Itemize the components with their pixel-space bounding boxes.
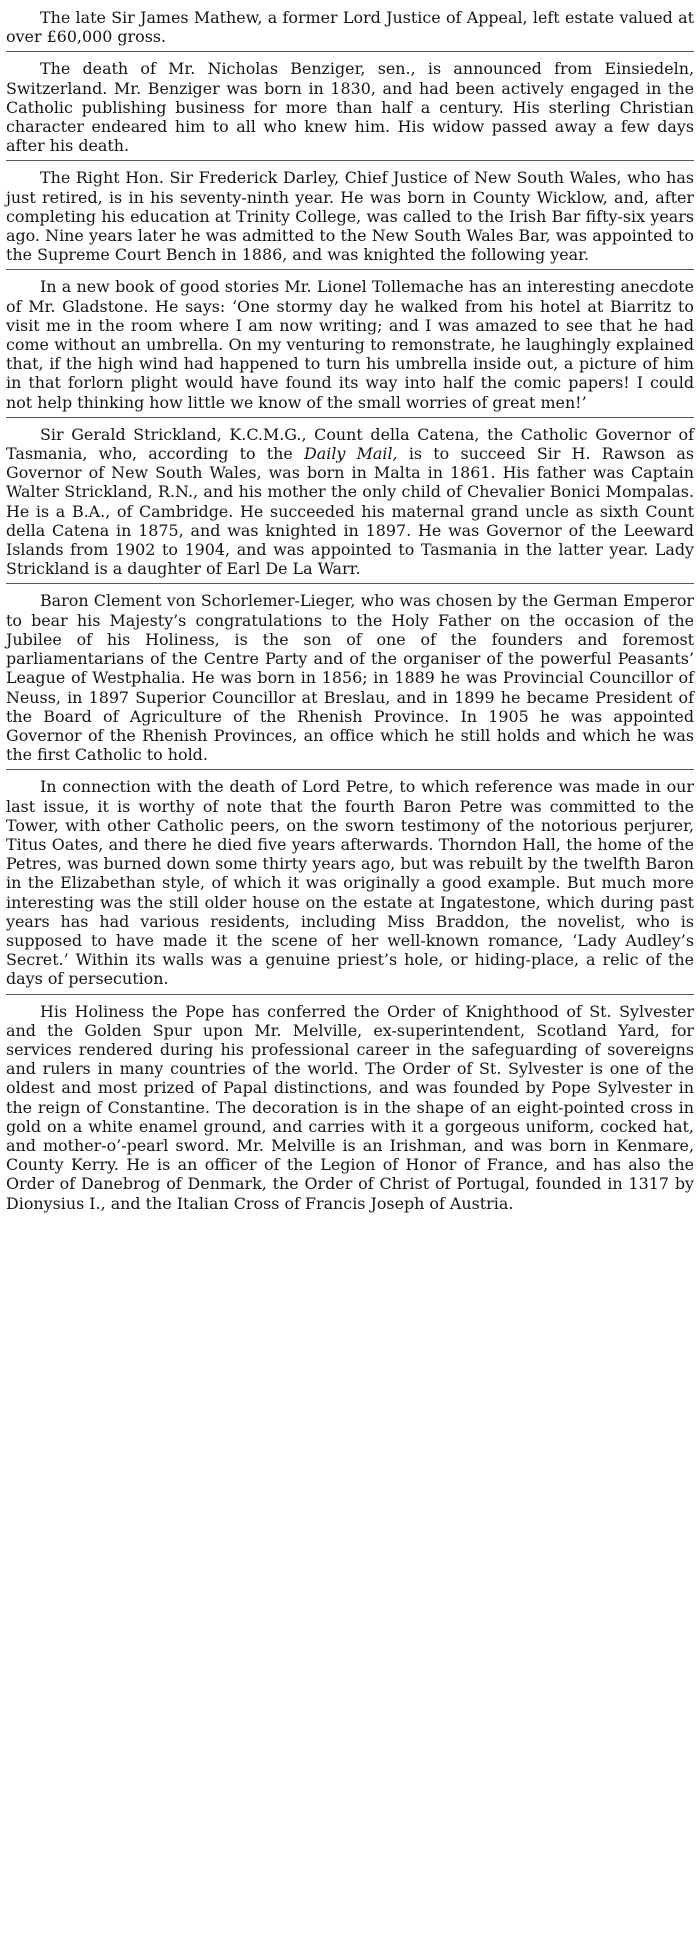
column-divider	[6, 417, 694, 418]
paragraph-darley-retirement: The Right Hon. Sir Frederick Darley, Chief Justice of New South Wales, who has just retired, is in his seventy-ninth year. He was born in County Wicklow, and, after completing his education at Trinity College, was called to the Irish Bar fifty-six years ago. Nine years later he was admitted to the New South Wales Bar, was appointed to the Supreme Court Bench in 1886, and was knighted the following year.	[6, 168, 694, 265]
paragraph-gladstone-anecdote: In a new book of good stories Mr. Lionel Tollemache has an interesting anecdote of Mr. Gladstone. He says: ‘One stormy day he walked from his hotel at Biarritz to visit me in the room where I am now writing; and I was amazed to see that he had come without an umbrella. On my venturing to remonstrate, he laughingly explained that, if the high wind had happened to turn his umbrella inside out, a picture of him in that forlorn plight would have found its way into half the comic papers! I could not help thinking how little we know of the small worries of great men!’	[6, 277, 694, 412]
paragraph-strickland-appointment	[6, 425, 694, 583]
column-divider	[6, 583, 694, 584]
column-divider	[6, 160, 694, 161]
paragraph-mathew-estate: The late Sir James Mathew, a former Lord Justice of Appeal, left estate valued at over £60,000 gross.	[6, 8, 694, 47]
paragraph-schorlemer-lieger: Baron Clement von Schorlemer-Lieger, who was chosen by the German Emperor to bear his Majesty’s congratulations to the Holy Father on the occasion of the Jubilee of his Holiness, is the son of one of the founders and foremost parliamentarians of the Centre Party and of the organiser of the powerful Peasants’ League of Westphalia. He was born in 1856; in 1889 he was Provincial Councillor of Neuss, in 1897 Superior Councillor at Breslau, and in 1899 he became President of the Board of Agriculture of the Rhenish Province. In 1905 he was appointed Governor of the Rhenish Provinces, an office which he still holds and which he was the first Catholic to hold.	[6, 591, 694, 765]
column-divider	[6, 269, 694, 270]
paragraph-melville-knighthood: His Holiness the Pope has conferred the Order of Knighthood of St. Sylvester and the Golden Spur upon Mr. Melville, ex-superintendent, Scotland Yard, for services rendered during his professional career in the safeguarding of sovereigns and rulers in many countries of the world. The Order of St. Sylvester is one of the oldest and most prized of Papal distinctions, and was founded by Pope Sylvester in the reign of Constantine. The decoration is in the shape of an eight-pointed cross in gold on a white enamel ground, and carries with it a gorgeous uniform, cocked hat, and mother-o’-pearl sword. Mr. Melville is an Irishman, and was born in Kenmare, County Kerry. He is an officer of the Legion of Honor of France, and has also the Order of Danebrog of Denmark, the Order of Christ of Portugal, founded in 1317 by Dionysius I., and the Italian Cross of Francis Joseph of Austria.	[6, 1001, 694, 1213]
news-column	[6, 8, 694, 1217]
paragraph-benziger-death: The death of Mr. Nicholas Benziger, sen., is announced from Einsiedeln, Switzerland. Mr. Benziger was born in 1830, and had been actively engaged in the Catholic publishing business for more than half a century. His sterling Christian character endeared him to all who knew him. His widow passed away a few days after his death.	[6, 59, 694, 156]
newspaper-title: Daily Mail,	[304, 444, 398, 464]
column-divider	[6, 51, 694, 52]
paragraph-lord-petre: In connection with the death of Lord Petre, to which reference was made in our last issue, it is worthy of note that the fourth Baron Petre was committed to the Tower, with other Catholic peers, on the sworn testimony of the notorious perjurer, Titus Oates, and there he died five years afterwards. Thorndon Hall, the home of the Petres, was burned down some thirty years ago, but was rebuilt by the twelfth Baron in the Elizabethan style, of which it was originally a good example. But much more interesting was the still older house on the estate at Ingatestone, which during past years has had various residents, including Miss Braddon, the novelist, who is supposed to have made it the scene of her well-known romance, ‘Lady Audley’s Secret.’ Within its walls was a genuine priest’s hole, or hiding-place, a relic of the days of persecution.	[6, 777, 694, 989]
column-divider	[6, 994, 694, 995]
strickland-text-end: is to succeed Sir H. Rawson as Governor of New South Wales, was born in Malta in 1861. His father was Captain Walter Strickland, R.N., and his mother the only child of Chevalier Bonici Mompalas. He is a B.A., of Cambridge. He succeeded his maternal grand uncle as sixth Count della Catena in 1875, and was knighted in 1897. He was Governor of the Leeward Islands from 1902 to 1904, and was appointed to Tasmania in the latter year. Lady Strickland is a daughter of Earl De La Warr.	[6, 444, 694, 579]
strickland-text-start: Sir Gerald Strickland, K.C.M.G., Count della Catena, the Catholic Governor of Tasmania, who, according to the	[6, 424, 694, 464]
column-divider	[6, 769, 694, 770]
